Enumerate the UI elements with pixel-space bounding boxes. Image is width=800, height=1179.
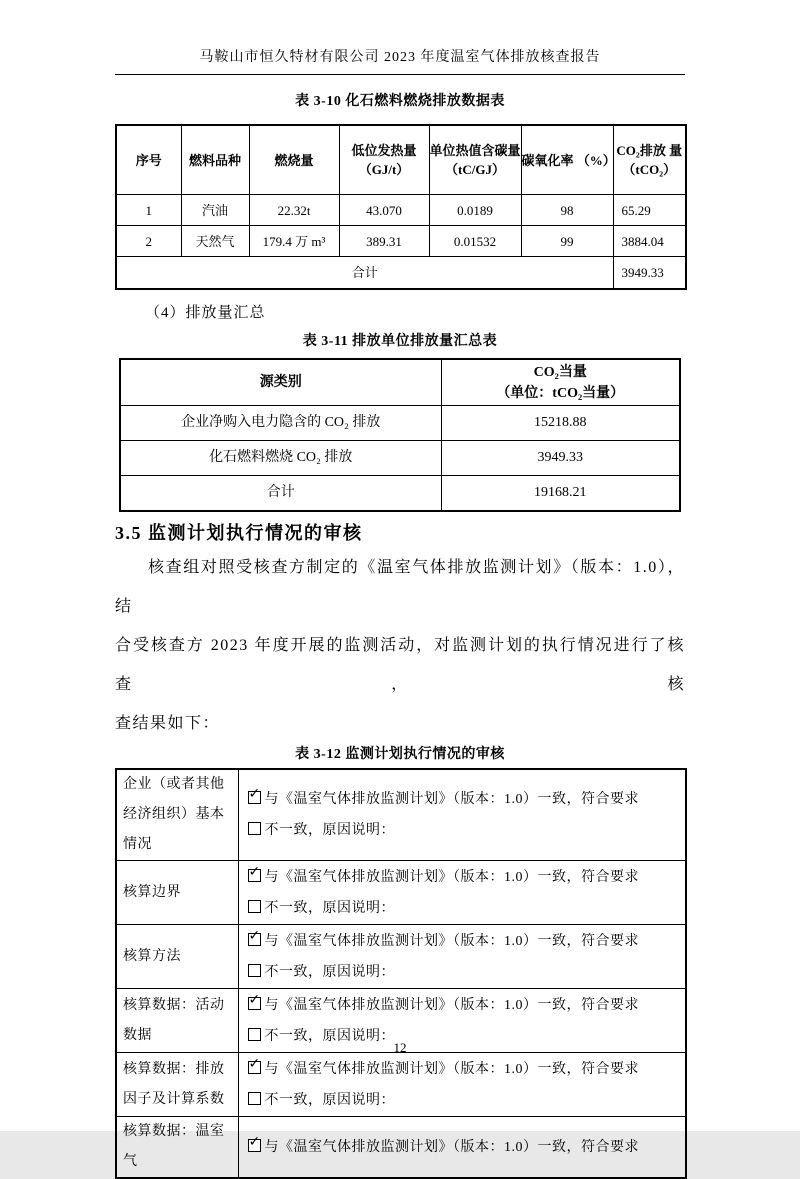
unchecked-checkbox-icon [248, 964, 261, 977]
table-3-10-header-row [116, 125, 686, 195]
col-header-heat-value: 低位发热量 （GJ/t） [339, 125, 429, 195]
option-match [248, 1054, 682, 1085]
option-mismatch-text: 不一致，原因说明： [264, 823, 395, 838]
paragraph-line: 核查组对照受核查方制定的《温室气体排放监测计划》（版本：1.0），结 [115, 559, 685, 615]
check-mark-icon: ✓ [248, 991, 261, 1008]
subsection-4-heading: （4）排放量汇总 [145, 305, 266, 321]
total-value: 3949.33 [613, 257, 686, 290]
cell-value: 3949.33 [441, 441, 680, 476]
option-match-text: 与《温室气体排放监测计划》（版本：1.0）一致，符合要求 [264, 933, 639, 949]
row-content [238, 925, 686, 989]
option-match [248, 1132, 682, 1163]
header-title: 马鞍山市恒久特材有限公司 2023 年度温室气体排放核查报告 [115, 48, 685, 75]
row-label: 企业（或者其他经济组织）基本情况 [116, 769, 238, 861]
row-label: 核算数据：排放因子及计算系数 [116, 1053, 238, 1117]
section-3-5-heading: 3.5 监测计划执行情况的审核 [115, 523, 363, 543]
table-3-12 [115, 768, 687, 1179]
section-3-5-paragraph [115, 548, 685, 743]
checked-checkbox-icon [248, 863, 261, 882]
check-mark-icon: ✓ [248, 1133, 261, 1150]
table-row-ghg-data [116, 1117, 686, 1179]
cell-source: 化石燃料燃烧 CO₂ 排放 [120, 441, 441, 476]
unchecked-checkbox-icon [248, 900, 261, 913]
col-header-fuel-type: 燃料品种 [181, 125, 249, 195]
row-label: 核算方法 [116, 925, 238, 989]
cell-burn-amount: 22.32t [249, 195, 339, 226]
option-match-text: 与《温室气体排放监测计划》（版本：1.0）一致，符合要求 [264, 1061, 639, 1077]
table-row [116, 226, 686, 257]
option-match-text: 与《温室气体排放监测计划》（版本：1.0）一致，符合要求 [264, 869, 639, 885]
option-mismatch [248, 957, 682, 988]
checked-checkbox-icon [248, 927, 261, 946]
table-row [120, 441, 680, 476]
check-mark-icon: ✓ [248, 863, 261, 880]
row-label: 核算数据：温室气 [116, 1117, 238, 1179]
cell-co2-emission: 65.29 [613, 195, 686, 226]
paragraph-line: 查结果如下： [115, 715, 221, 732]
row-content [238, 861, 686, 925]
co2-equivalent-line2: （单位：tCO₂当量） [496, 385, 625, 401]
cell-value: 19168.21 [441, 476, 680, 512]
cell-seq: 2 [116, 226, 181, 257]
table-row-emission-factors [116, 1053, 686, 1117]
total-label: 合计 [116, 257, 613, 290]
checked-checkbox-icon [248, 1055, 261, 1074]
checked-checkbox-icon [248, 1133, 261, 1152]
table-3-10-title: 表 3-10 化石燃料燃烧排放数据表 [295, 94, 505, 109]
unchecked-checkbox-icon [248, 1028, 261, 1041]
cell-heat-value: 389.31 [339, 226, 429, 257]
col-header-co2-emission: CO₂排放 量（tCO₂） [613, 125, 686, 195]
table-row-basic-info [116, 769, 686, 861]
check-mark-icon: ✓ [248, 927, 261, 944]
check-mark-icon: ✓ [248, 786, 261, 802]
table-row [120, 476, 680, 512]
table-row [120, 406, 680, 441]
option-mismatch [248, 815, 682, 846]
check-mark-icon: ✓ [248, 1055, 261, 1072]
col-header-burn-amount: 燃烧量 [249, 125, 339, 195]
col-header-source-category: 源类别 [120, 359, 441, 406]
col-header-oxidation-rate: 碳氧化率 （%） [521, 125, 613, 195]
table-total-row [116, 257, 686, 290]
cell-oxidation-rate: 99 [521, 226, 613, 257]
cell-burn-amount: 179.4 万 m³ [249, 226, 339, 257]
unchecked-checkbox-icon [248, 1092, 261, 1105]
table-3-12-title: 表 3-12 监测计划执行情况的审核 [295, 747, 505, 762]
cell-heat-value: 43.070 [339, 195, 429, 226]
option-mismatch [248, 1085, 682, 1116]
cell-source: 企业净购入电力隐含的 CO₂ 排放 [120, 406, 441, 441]
option-mismatch-text: 不一致，原因说明： [264, 964, 395, 980]
page-number: 12 [393, 1040, 407, 1055]
option-mismatch-text: 不一致，原因说明： [264, 900, 395, 916]
table-row-accounting-method [116, 925, 686, 989]
cell-fuel-type: 天然气 [181, 226, 249, 257]
option-match-text: 与《温室气体排放监测计划》（版本：1.0）一致，符合要求 [264, 792, 639, 807]
option-match-text: 与《温室气体排放监测计划》（版本：1.0）一致，符合要求 [264, 997, 639, 1013]
table-row [116, 195, 686, 226]
row-content [238, 1117, 686, 1179]
option-mismatch-text: 不一致，原因说明： [264, 1028, 395, 1044]
unchecked-checkbox-icon [248, 822, 261, 835]
row-label: 核算数据：活动数据 [116, 989, 238, 1053]
table-3-11 [119, 358, 681, 512]
option-match [248, 990, 682, 1021]
option-match [248, 926, 682, 957]
option-mismatch [248, 893, 682, 924]
row-label: 核算边界 [116, 861, 238, 925]
col-header-carbon-content: 单位热值含碳量 （tC/GJ） [429, 125, 521, 195]
option-match [248, 862, 682, 893]
cell-oxidation-rate: 98 [521, 195, 613, 226]
cell-value: 15218.88 [441, 406, 680, 441]
option-mismatch-text: 不一致，原因说明： [264, 1092, 395, 1108]
col-header-co2-equivalent [441, 359, 680, 406]
checked-checkbox-icon [248, 991, 261, 1010]
row-content [238, 769, 686, 861]
cell-source: 合计 [120, 476, 441, 512]
cell-carbon-content: 0.0189 [429, 195, 521, 226]
option-match [248, 784, 682, 815]
page-header [115, 0, 685, 75]
col-header-seq: 序号 [116, 125, 181, 195]
cell-fuel-type: 汽油 [181, 195, 249, 226]
table-3-11-header-row [120, 359, 680, 406]
table-row-accounting-boundary [116, 861, 686, 925]
table-3-11-title: 表 3-11 排放单位排放量汇总表 [302, 334, 498, 349]
page-content [115, 92, 685, 1179]
co2-equivalent-line1: CO₂当量 [533, 364, 587, 380]
paragraph-line: 合受核查方 2023 年度开展的监测活动，对监测计划的执行情况进行了核查，核 [115, 637, 685, 693]
option-match-text: 与《温室气体排放监测计划》（版本：1.0）一致，符合要求 [264, 1139, 639, 1155]
checked-checkbox-icon [248, 786, 261, 804]
row-content [238, 1053, 686, 1117]
table-3-10 [115, 124, 687, 290]
cell-carbon-content: 0.01532 [429, 226, 521, 257]
cell-seq: 1 [116, 195, 181, 226]
cell-co2-emission: 3884.04 [613, 226, 686, 257]
